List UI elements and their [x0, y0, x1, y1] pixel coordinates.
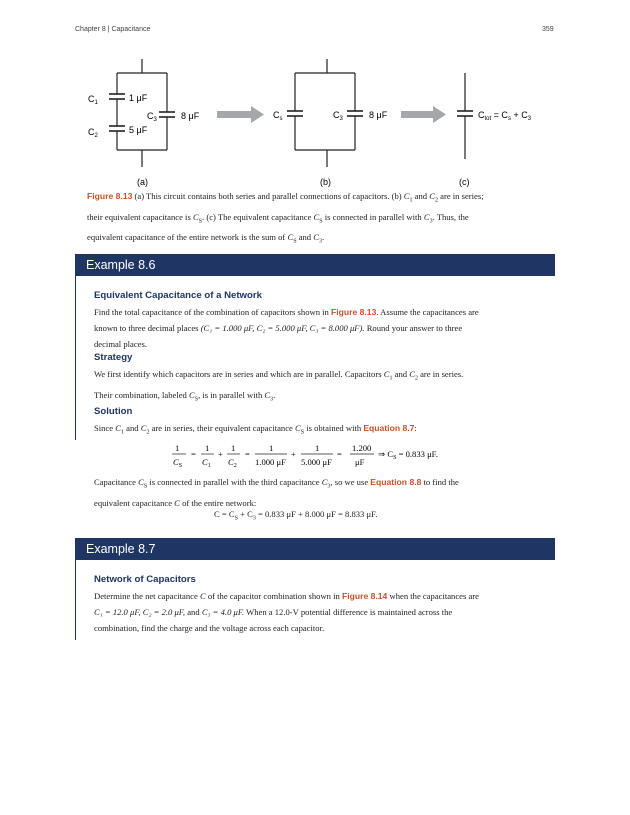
panel-c-tag: (c): [459, 177, 470, 187]
figure-8-14-link[interactable]: Figure 8.14: [341, 591, 388, 601]
svg-text:1.000 μF: 1.000 μF: [255, 457, 286, 467]
c3-label-a: $C_3$: [147, 111, 157, 123]
example-8-6-problem: Find the total capacitance of the combination of capacitors shown in Figure 8.13. Assume the capacitances are known to three decimal places (C₁ = 1.000 μF, C₂ = 5.000 μF, C₃ = 8.000 μF). Round your answer to three decimal places.: [94, 307, 479, 349]
example-8-6-left-rule: [75, 276, 76, 440]
figure-8-13-circuit: [75, 45, 555, 190]
panel-a-tag: (a): [137, 177, 148, 187]
c1-label: $C_1$: [88, 94, 98, 106]
svg-text:=: =: [245, 449, 250, 459]
example-8-7-problem: Determine the net capacitance C of the capacitor combination shown in Figure 8.14 when the capacitances are C₁ = 12.0 μF, C₂ = 2.0 μF, and C₃ = 4.0 μF. When a 12.0-V potential difference is maintained across the combination, find the charge and the voltage across each capacitor.: [94, 591, 479, 633]
svg-text:1: 1: [175, 443, 180, 453]
c3-value-b: 8 μF: [369, 110, 388, 120]
ctot-expression: $C_{tot} = C_s + C_3$: [478, 110, 532, 122]
running-header: Chapter 8 | Capacitance: [75, 26, 151, 33]
example-8-6-title-bar: Example 8.6: [75, 254, 555, 276]
series-capacitance-equation: [170, 441, 460, 471]
figure-caption: Figure 8.13 (a) This circuit contains both series and parallel connections of capacitors. (b) $C_1$ and $C_2$ are in series; their equivalent capacitance is $C_S$. (c) The equivalent capacitance $C_S$ is connected in parallel with $C_3$. Thus, the equivalent capacitance of the entire network is the sum of $C_S$ and $C_3$.: [87, 191, 484, 246]
svg-text:1.200: 1.200: [352, 443, 372, 453]
svg-text:=: =: [191, 449, 196, 459]
capacitance-parallel-text: Capacitance $C_S$ is connected in parallel with the third capacitance $C_3$, so we use Equation 8.8 to find the equivalent capacitance C of the entire network:: [94, 477, 459, 508]
c2-label: $C_2$: [88, 127, 98, 139]
example-8-7-title-bar: Example 8.7: [75, 538, 555, 560]
c3-value-a: 8 μF: [181, 111, 200, 121]
figure-label: Figure 8.13: [87, 191, 133, 201]
svg-text:+: +: [291, 449, 296, 459]
example-8-7-subtitle: Network of Capacitors: [94, 574, 196, 585]
panel-b-tag: (b): [320, 177, 331, 187]
example-8-7-left-rule: [75, 560, 76, 640]
solution-heading: Solution: [94, 406, 133, 417]
svg-text:=: =: [337, 449, 342, 459]
cs-label-b: $C_s$: [273, 110, 283, 122]
panel-b-plates: [287, 111, 363, 116]
parallel-capacitance-equation: $C = C_S + C_3 = 0.833$ μF + 8.000 μF = 8.833 μF.: [214, 509, 378, 522]
svg-text:+: +: [218, 449, 223, 459]
svg-text:1: 1: [269, 443, 274, 453]
equation-8-8-link[interactable]: Equation 8.8: [370, 477, 422, 487]
solution-text: Since $C_1$ and $C_2$ are in series, their equivalent capacitance $C_S$ is obtained with Equation 8.7:: [94, 423, 417, 436]
panel-a-wires: [117, 59, 167, 167]
svg-text:1: 1: [315, 443, 320, 453]
panel-c-plates: [457, 111, 473, 116]
svg-text:CS: $C_S$: [173, 457, 183, 469]
strategy-heading: Strategy: [94, 352, 133, 363]
c3-label-b: $C_3$: [333, 110, 343, 122]
page-number: 359: [542, 26, 554, 33]
svg-text:⇒ CS = 0.833 μF.: ⇒ $C_S = 0.833$ μF.: [378, 449, 438, 461]
c2-value: 5 μF: [129, 125, 148, 135]
example-8-6-subtitle: Equivalent Capacitance of a Network: [94, 290, 262, 301]
svg-text:μF: μF: [355, 457, 365, 467]
equation-8-7-link[interactable]: Equation 8.7: [363, 423, 415, 433]
panel-b-wires: [295, 59, 355, 167]
strategy-text: We first identify which capacitors are in series and which are in parallel. Capacitors $C_1$ and $C_2$ are in series. Their combination, labeled $C_S$, is in parallel with $C_3$.: [94, 369, 464, 403]
svg-text:1: 1: [231, 443, 236, 453]
svg-text:1: 1: [205, 443, 210, 453]
svg-text:C1: $C_1$: [202, 457, 211, 469]
arrow-a-to-b: [217, 106, 264, 123]
svg-text:C2: $C_2$: [228, 457, 237, 469]
figure-8-13-link[interactable]: Figure 8.13: [330, 307, 377, 317]
c1-value: 1 μF: [129, 93, 148, 103]
svg-text:5.000 μF: 5.000 μF: [301, 457, 332, 467]
arrow-b-to-c: [401, 106, 446, 123]
